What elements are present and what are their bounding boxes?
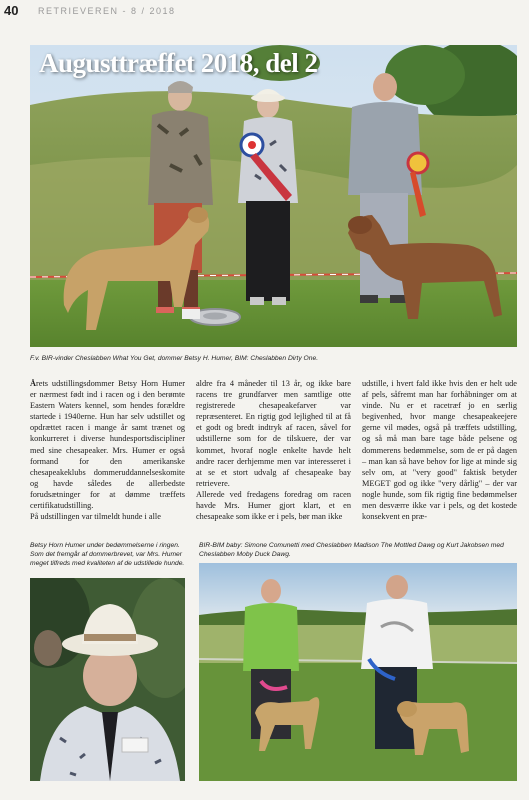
page-number: 40 [4,3,19,18]
hero-photo-illustration [30,45,517,347]
paragraph-show: På udstillingen var tilmeldt hunde i alle [30,512,161,522]
baby-photo-caption: BIR-BIM baby: Simone Comunetti med Cheslabben Madison The Mottled Dawg og Kurt Jakobsen med Cheslabben Moby Duck Dawg. [199,542,504,558]
judge-photo-illustration [30,578,185,781]
paragraph-lecture: Allerede ved fredagens foredrag om racen havde Mrs. Humer gjort klart, et en chesapeake som ikke er i pels, bør man ikke [196,489,351,522]
paragraph-intro: Årets udstillingsdommer Betsy Horn Humer er nærmest født ind i racen og i den berømte Eastern Waters kennel, som hendes forældre startede i 1940erne. Hun har selv udstillet og opdrættet racen i mange år samt trænet og konkurreret i diverse hundesportsdiscipliner med sine chesapeaker. Mrs. Humer er også formand for den amerikanske chesapeakeklubs dommeruddannelseskomite og havde således de allerbedste forudsætninger for at dømme træffets certifikatudstilling. [30,379,185,511]
judge-photo-caption: Betsy Horn Humer under bedømmelserne i ringen. Som det fremgår af dommerbrevet, var Mrs. Humer meget tilfreds med kvaliteten af de udstillede hunde. [30,542,185,567]
article-column-2 [196,378,351,522]
article-title: Augusttræffet 2018, del 2 [39,48,318,78]
hero-photo [30,45,517,347]
paragraph-coat: udstille, i hvert fald ikke hvis den er helt ude af pels, såfremt man har forhåbninger om at vinde. Nu er et racetræf jo en særlig begivenhed, hvor mange chesapeakeejere gerne vil mødes, også på træffets udstilling, og så må man bare tage både pelsene og dommerens bedømmelse, som de er på dagen – man kan så have behov for lige at minde sig selv om, at "very good" faktisk betyder MEGET god og ikke "very dårlig" – der var nogle hunde, som fik rigtig fine bedømmelser men desværre ikke var i pels, og det kostede konsekvent en præ- [362,379,517,522]
running-title: RETRIEVEREN - 8 / 2018 [38,6,176,16]
page-header [0,0,529,22]
judge-photo [30,578,185,781]
paragraph-ages: aldre fra 4 måneder til 13 år, og ikke bare racens tre grundfarver men samtlige otte registrerede chesapeakefarver var repræsenteret. En rigtig god lejlighed til at få et godt og bredt indtryk af racen, såvel for udstillerne som for de tilskuere, der var kommet, hvoraf nogle enkelte havde helt andre racer derhjemme men var interesseret i at se et stort udvalg af chesapeake bay retrievere. [196,379,351,488]
article-column-3 [362,378,517,522]
baby-winners-photo-illustration [199,563,517,781]
article-column-1 [30,378,185,522]
hero-caption: F.v. BIR-vinder Cheslabben What You Get, dommer Betsy H. Humer, BIM: Cheslabben Dirty One. [30,355,319,362]
baby-winners-photo [199,563,517,781]
